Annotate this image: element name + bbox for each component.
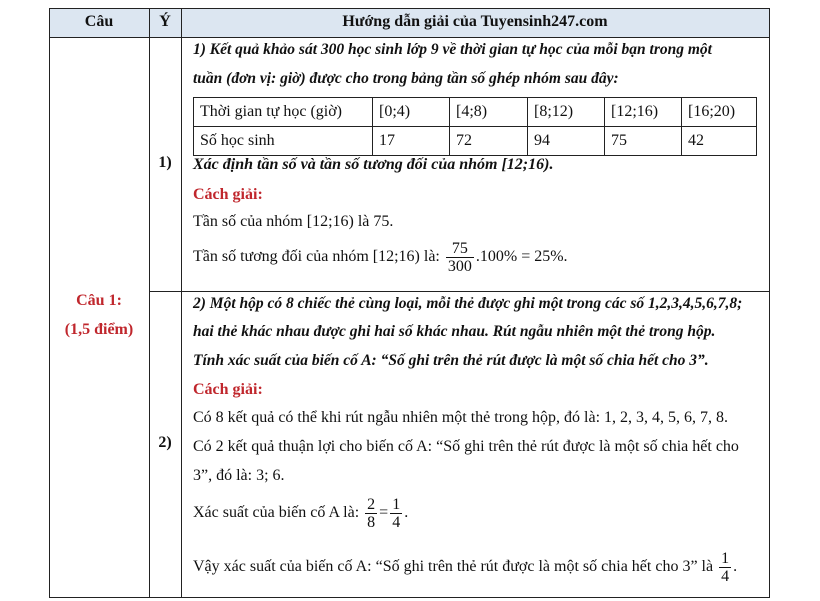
table-row [194, 98, 757, 127]
header-bottom-border [49, 37, 770, 38]
fraction-denominator: 8 [367, 514, 376, 531]
question-points: (1,5 điểm) [64, 321, 134, 338]
part2-number: 2) [158, 434, 172, 451]
part1-answer2 [193, 240, 568, 275]
fraction-75-300 [446, 240, 474, 275]
conclusion-end: . [733, 558, 738, 576]
col-divider-1 [149, 8, 150, 598]
fraction-2-8 [365, 496, 377, 531]
part2-solution-label: Cách giải: [193, 381, 263, 398]
answer2-prefix: Tần số tương đối của nhóm [12;16) là: [193, 248, 440, 266]
fraction-numerator: 1 [721, 550, 730, 567]
conclusion-prefix: Vậy xác suất của biến cố A: “Số ghi trên thẻ rút được là một số chia hết cho 3” là [193, 558, 714, 576]
part2-probability [193, 496, 408, 531]
part2-conclusion [193, 550, 737, 585]
part1-prompt-line1: 1) Kết quả khảo sát 300 học sinh lớp 9 về thời gian tự học của mỗi bạn trong một [193, 41, 712, 58]
part1-prompt-line2: tuần (đơn vị: giờ) được cho trong bảng tần số ghép nhóm sau đây: [193, 70, 619, 87]
fraction-1-4-conclusion [719, 550, 731, 585]
prob-prefix: Xác suất của biến cố A là: [193, 504, 360, 522]
fraction-denominator: 4 [392, 514, 401, 531]
fraction-denominator: 300 [447, 258, 472, 275]
table-cell: 94 [528, 127, 605, 156]
part2-line1: Có 8 kết quả có thể khi rút ngẫu nhiên một thẻ trong hộp, đó là: 1, 2, 3, 4, 5, 6, 7, 8. [193, 409, 729, 426]
table-cell: [16;20) [682, 98, 757, 127]
part1-number: 1) [158, 154, 172, 171]
table-cell: [8;12) [528, 98, 605, 127]
part2-prompt-line1: 2) Một hộp có 8 chiếc thẻ cùng loại, mỗi thẻ được ghi một trong các số 1,2,3,4,5,6,7,8; [193, 295, 743, 312]
table-bottom-border [49, 597, 770, 598]
fraction-numerator: 2 [367, 496, 376, 513]
question-label: Câu 1: [76, 292, 122, 309]
prob-end: . [404, 504, 409, 522]
fraction-1-4 [390, 496, 402, 531]
table-cell: 17 [373, 127, 450, 156]
table-cell: 75 [605, 127, 682, 156]
part2-line2: Có 2 kết quả thuận lợi cho biến cố A: “Số ghi trên thẻ rút được là một số chia hết cho [193, 438, 739, 455]
table-cell: [0;4) [373, 98, 450, 127]
part1-solution-label: Cách giải: [193, 186, 263, 203]
frequency-table [193, 97, 757, 156]
part2-line3: 3”, đó là: 3; 6. [193, 467, 285, 484]
table-cell: [12;16) [605, 98, 682, 127]
fraction-numerator: 1 [392, 496, 401, 513]
table-cell: [4;8) [450, 98, 528, 127]
part2-prompt-line2: hai thẻ khác nhau được ghi hai số khác nhau. Rút ngẫu nhiên một thẻ trong hộp. [193, 323, 716, 340]
header-y: Ý [159, 13, 171, 30]
fraction-denominator: 4 [721, 568, 730, 585]
table-top-border [49, 8, 770, 9]
col-divider-2 [181, 8, 182, 598]
part1-answer1: Tần số của nhóm [12;16) là 75. [193, 213, 394, 230]
table-cell: Thời gian tự học (giờ) [194, 98, 373, 127]
table-row [194, 127, 757, 156]
part2-prompt-line3: Tính xác suất của biến cố A: “Số ghi trên thẻ rút được là một số chia hết cho 3”. [193, 352, 709, 369]
header-guide: Hướng dẫn giải của Tuyensinh247.com [342, 13, 608, 30]
part-divider [149, 291, 770, 292]
table-cell: 72 [450, 127, 528, 156]
fraction-numerator: 75 [446, 240, 474, 258]
part1-task: Xác định tần số và tần số tương đối của nhóm [12;16). [193, 156, 554, 173]
table-cell: Số học sinh [194, 127, 373, 156]
equals-sign: = [379, 504, 389, 522]
header-cau: Câu [84, 13, 114, 30]
table-cell: 42 [682, 127, 757, 156]
answer2-suffix: .100% = 25%. [475, 248, 568, 266]
right-border [769, 8, 770, 598]
